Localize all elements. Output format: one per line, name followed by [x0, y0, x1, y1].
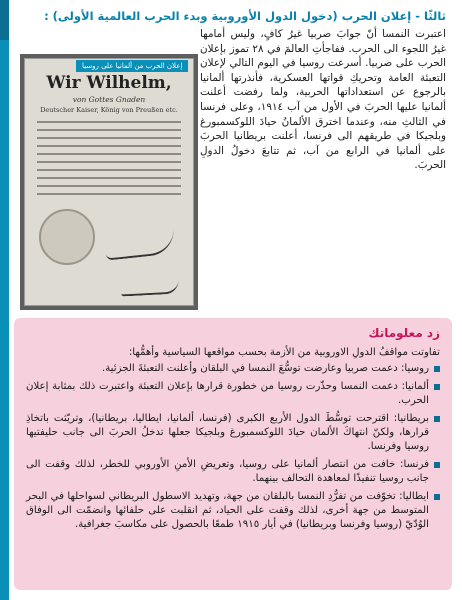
document-line-text: Deutscher Kaiser, König von Preußen etc.: [40, 106, 178, 114]
info-item-text: ايطاليا: تخوّفت من تفرُّدِ النمسا بالبلقان من جهة، وتهديد الاسطول البريطاني لسواحلها في البحر المتوسط من جهة أخرى، لذلك وقفت على الحياد، ثم انقلبت على حلفائها وانضمّت الى الوفاق الوُدّيّ (روسيا وفرنسا وبريطانيا) في أيار ١٩١٥ طمعًا بالحصول على مكاسبَ جغرافية.: [26, 491, 429, 530]
info-box-title: زد معلوماتك: [368, 326, 440, 340]
info-list-item: [26, 412, 440, 454]
document-text-lines: [37, 121, 181, 201]
section-heading: ثالثًا - إعلان الحرب (دخول الدول الأوروبية وبدء الحرب العالمية الأولى) :: [44, 9, 446, 23]
body-paragraph: اعتبرت النمسا أنّ جوابَ صربيا غيرُ كافٍ، وليس أمامها غيرُ اللجوء الى الحرب. ففاجأتِ العالمَ في ٢٨ تموز بإعلان الحرب على صربيا. أسرعت روسيا في اليوم التالي لإعلان التعبئة العامة وتحريكِ قواتها العسكرية، فأنذرتها ألمانيا بالرجوع عن استعداداتها الحربية، ولما رفضت أعلنت ألمانيا عليها الحربَ في الأول من آب ١٩١٤، وعلى فرنسا في الثالثِ منه، وعندما اخترق الألمانُ حيادَ اللوكسمبورغ وبلجيكا في طريقهم الى فرنسا، أعلنت بريطانيا الحربَ على ألمانيا في الرابع من آب، ثم تتابعَ دخولُ الدولِ الحربَ.: [200, 28, 446, 172]
bullet-square-icon: [434, 462, 440, 468]
info-item-text: ألمانيا: دعمت النمسا وحذّرت روسيا من خطورة قرارها بإعلان التعبئة واعتبرت ذلك بمثابة إعلان الحرب.: [26, 381, 429, 406]
info-list-item: [26, 490, 440, 532]
page-side-stripe: [0, 0, 9, 600]
document-image: [24, 58, 194, 306]
info-box: [14, 318, 452, 590]
signature-mark: [104, 227, 176, 260]
info-item-text: روسيا: دعمت صربيا وعارضت توسُّعَ النمسا في البلقان وأعلنت التعبئةَ الجزئية.: [101, 363, 429, 374]
historical-document-photo: [20, 54, 198, 310]
info-box-intro: تفاوتت مواقفُ الدولِ الاوروبية من الأزمة بحسب مواقعها السياسية وأهمُّها:: [128, 347, 440, 358]
bullet-square-icon: [434, 384, 440, 390]
document-title-text: Wir Wilhelm,: [46, 73, 172, 93]
page-corner-mark: [0, 0, 9, 40]
info-list-item: [26, 458, 440, 486]
document-subtitle-text: von Gottes Gnaden: [72, 95, 146, 104]
photo-caption: إعلان الحرب من ألمانيا على روسيا: [76, 60, 188, 72]
bullet-square-icon: [434, 366, 440, 372]
bullet-square-icon: [434, 494, 440, 500]
signature-mark: [121, 279, 180, 296]
bullet-square-icon: [434, 416, 440, 422]
info-list-item: [26, 380, 440, 408]
info-item-text: بريطانيا: اقترحت توسُّطَ الدول الأربع الكبرى (فرنسا، ألمانيا، ايطاليا، بريطانيا)، وتريّثت باتخاذِ قرارها، ولكنّ انتهاكَ الألمان حيادَ اللوكسمبورغ وبلجيكا جعلها تدخلُ الحربَ الى جانب حليفتيها روسيا وفرنسا.: [26, 413, 429, 452]
seal-image: [39, 209, 95, 265]
info-list-item: [26, 362, 440, 376]
info-item-text: فرنسا: خافت من انتصار ألمانيا على روسيا، وتعريضِ الأمنِ الأوروبي للخطر، لذلك وقفت الى جانب روسيا تنفيذًا لمعاهدة التحالف بينهما.: [26, 459, 429, 484]
